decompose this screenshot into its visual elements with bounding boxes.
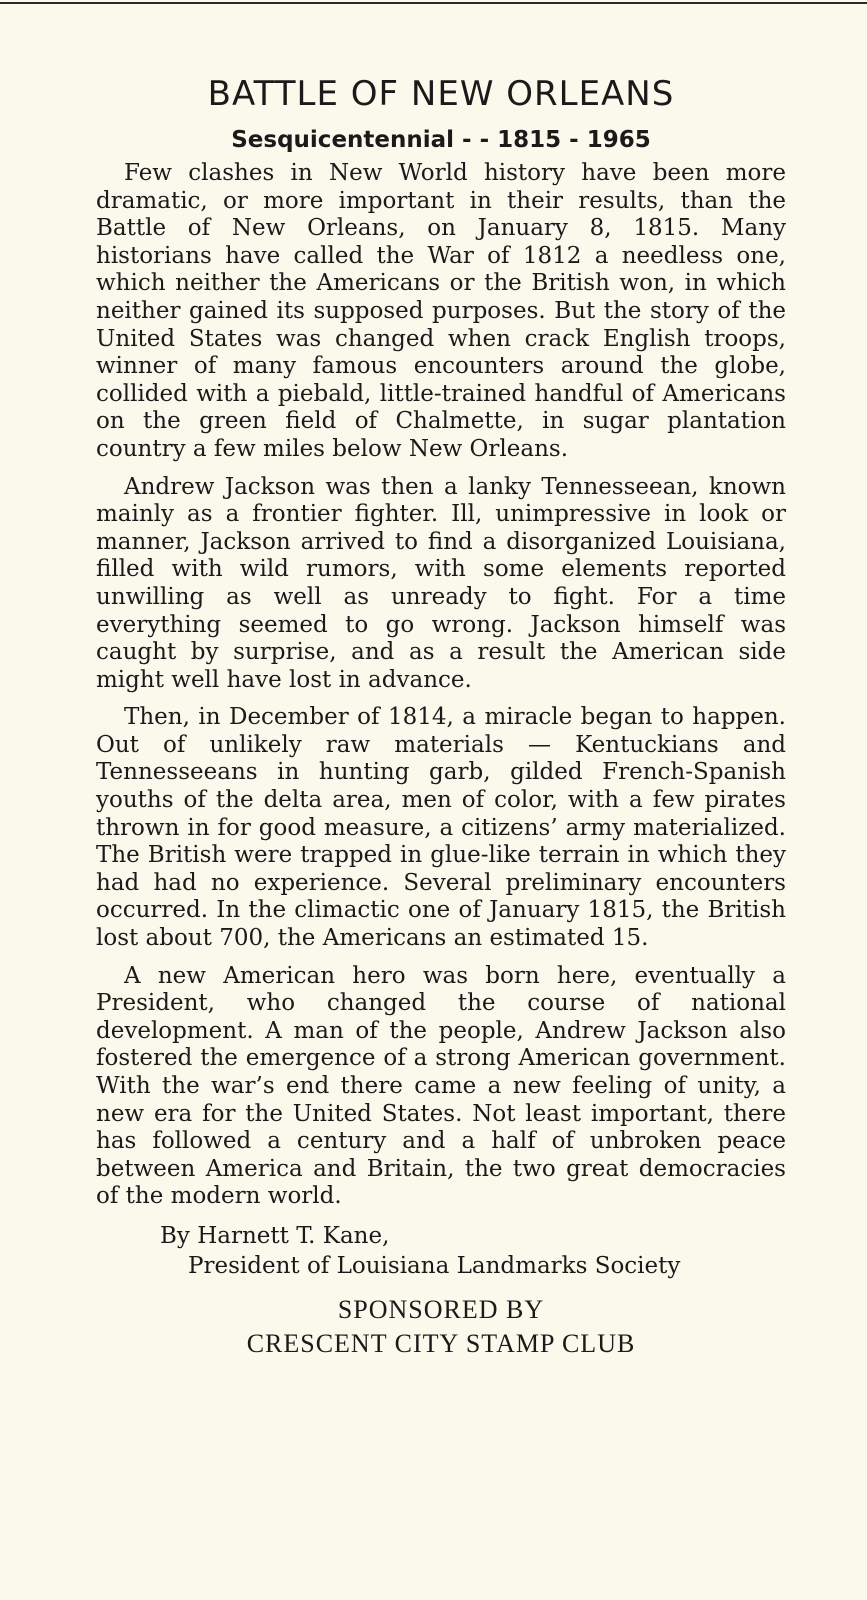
top-border-rule bbox=[0, 2, 867, 4]
paragraph-4: A new American hero was born here, eventually a President, who changed the course of national development. A man of the people, Andrew Jackson also fostered the emergence of a strong American government. With the war’s end there came a new feeling of unity, a new era for the United States. Not least important, there has followed a century and a half of unbroken peace between America and Britain, the two great democracies of the modern world. bbox=[96, 962, 786, 1210]
sponsor-block bbox=[96, 1293, 786, 1361]
paragraph-2: Andrew Jackson was then a lanky Tennesseean, known mainly as a frontier fighter. Ill, unimpressive in look or manner, Jackson arrived to find a disorganized Louisiana, filled with wild rumors, with some elements reported unwilling as well as unready to fight. For a time everything seemed to go wrong. Jackson himself was caught by surprise, and as a result the American side might well have lost in advance. bbox=[96, 473, 786, 693]
sponsor-name: CRESCENT CITY STAMP CLUB bbox=[246, 1328, 636, 1358]
paragraph-1: Few clashes in New World history have been more dramatic, or more important in their results, than the Battle of New Orleans, on January 8, 1815. Many historians have called the War of 1812 a needless one, which neither the Americans or the British won, in which neither gained its supposed purposes. But the story of the United States was changed when crack English troops, winner of many famous encounters around the globe, collided with a piebald, little-trained handful of Americans on the green field of Chalmette, in sugar plantation country a few miles below New Orleans. bbox=[96, 160, 786, 462]
document-title: BATTLE OF NEW ORLEANS bbox=[207, 74, 675, 114]
document-subtitle: Sesquicentennial - - 1815 - 1965 bbox=[231, 127, 651, 153]
document-page bbox=[96, 70, 786, 1361]
paragraph-3: Then, in December of 1814, a miracle began to happen. Out of unlikely raw materials — Kentuckians and Tennesseeans in hunting garb, gilded French-Spanish youths of the delta area, men of color, with a few pirates thrown in for good measure, a citizens’ army materialized. The British were trapped in glue-like terrain in which they had had no experience. Several preliminary encounters occurred. In the climactic one of January 1815, the British lost about 700, the Americans an estimated 15. bbox=[96, 704, 786, 952]
sponsor-heading: SPONSORED BY bbox=[337, 1294, 545, 1324]
byline-author: By Harnett T. Kane, bbox=[160, 1222, 390, 1249]
byline bbox=[96, 1221, 786, 1281]
article-body bbox=[96, 160, 786, 1211]
byline-position: President of Louisiana Landmarks Society bbox=[188, 1252, 681, 1279]
